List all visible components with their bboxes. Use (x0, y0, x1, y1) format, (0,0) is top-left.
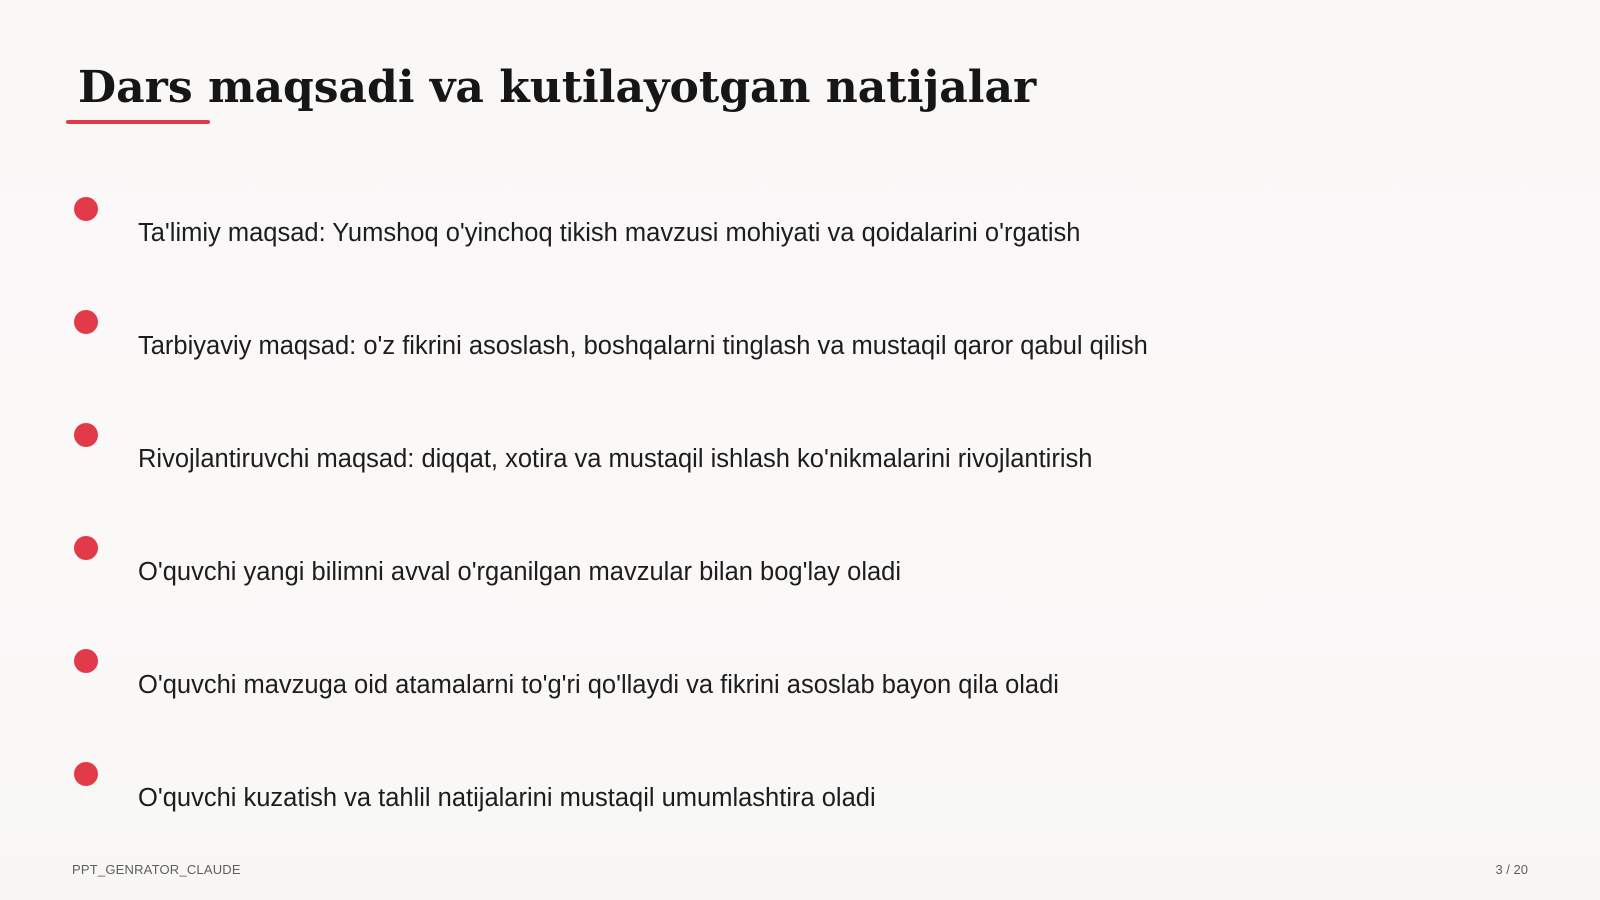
bullet-item (0, 536, 1400, 616)
bullet-text: O'quvchi yangi bilimni avval o'rganilgan mavzular bilan bog'lay oladi (138, 558, 902, 586)
bullet-item (0, 649, 1400, 729)
title-underline (66, 120, 210, 124)
bullet-dot-icon (74, 536, 98, 560)
bullet-item (0, 762, 1400, 842)
bullet-item (0, 423, 1400, 503)
page-indicator: 3 / 20 (1495, 862, 1528, 877)
bullet-dot-icon (74, 423, 98, 447)
bullet-dot-icon (74, 310, 98, 334)
bullet-item (0, 310, 1400, 390)
bullet-item (0, 197, 1400, 277)
bullet-text: Rivojlantiruvchi maqsad: diqqat, xotira va mustaqil ishlash ko'nikmalarini rivojlantirish (138, 445, 1093, 473)
bullet-text: Ta'limiy maqsad: Yumshoq o'yinchoq tikish mavzusi mohiyati va qoidalarini o'rgatish (138, 219, 1081, 247)
bullet-text: Tarbiyaviy maqsad: o'z fikrini asoslash, boshqalarni tinglash va mustaqil qaror qabul qilish (138, 332, 1148, 360)
bullet-dot-icon (74, 649, 98, 673)
slide-title: Dars maqsadi va kutilayotgan natijalar (78, 62, 1037, 113)
bullet-text: O'quvchi mavzuga oid atamalarni to'g'ri qo'llaydi va fikrini asoslab bayon qila oladi (138, 671, 1059, 699)
bullet-text: O'quvchi kuzatish va tahlil natijalarini mustaqil umumlashtira oladi (138, 784, 876, 812)
footer-generator-label: PPT_GENRATOR_CLAUDE (72, 862, 241, 877)
bullet-dot-icon (74, 762, 98, 786)
bullet-dot-icon (74, 197, 98, 221)
